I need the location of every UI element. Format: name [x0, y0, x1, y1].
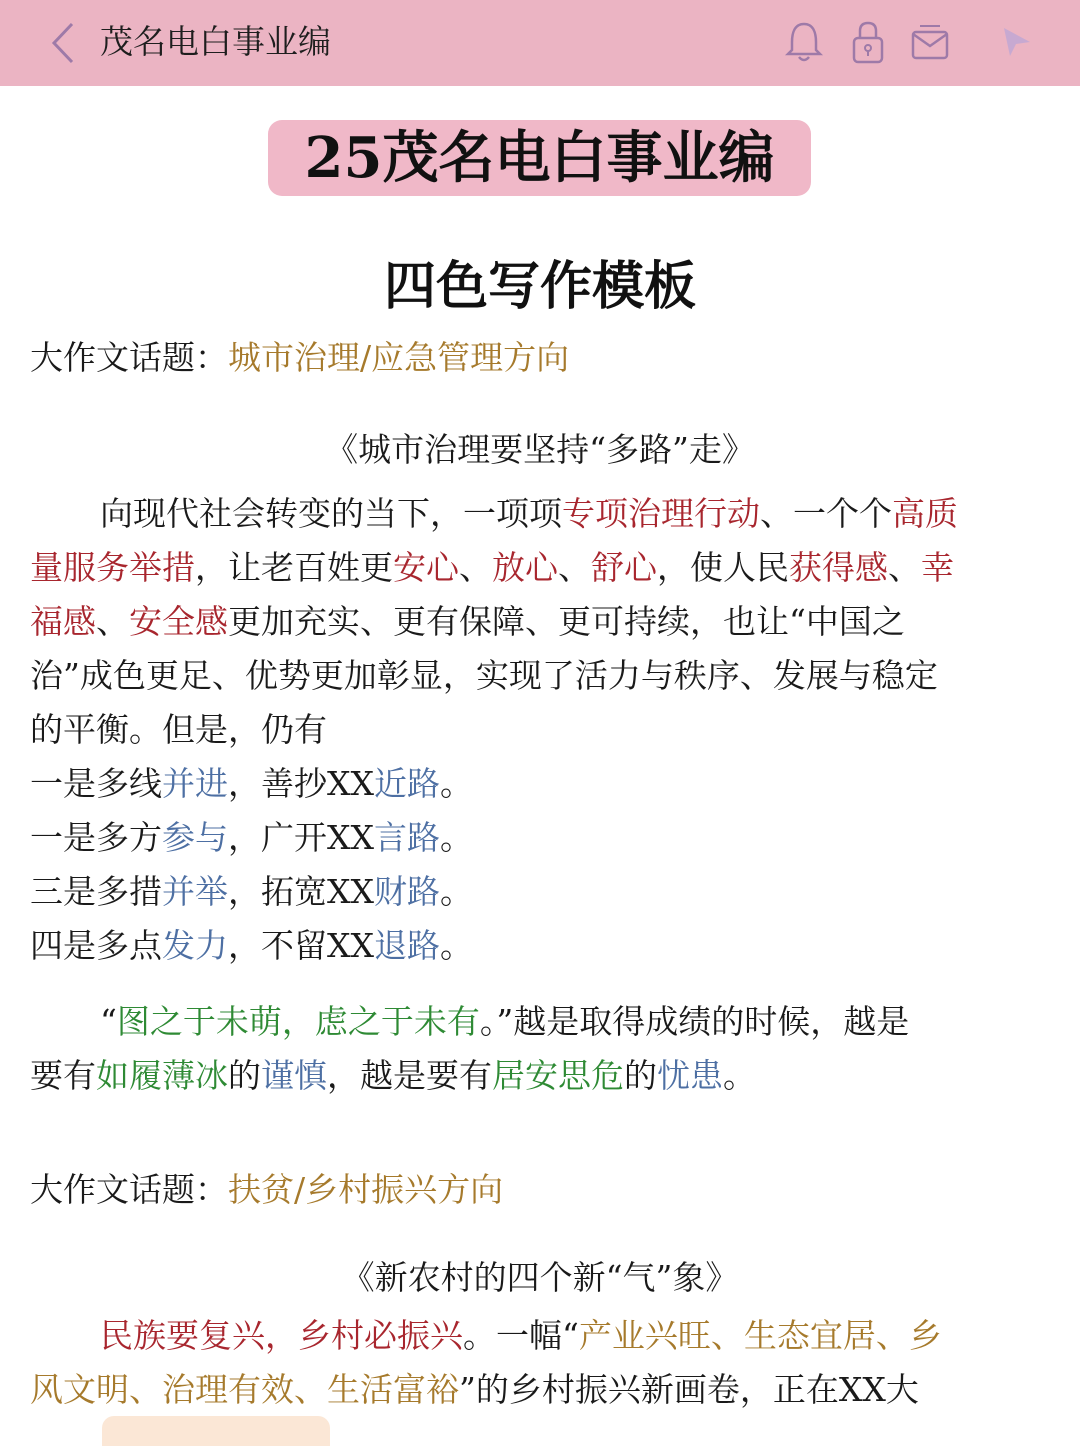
highlight-blue: 退路 [374, 926, 440, 965]
text-span: 。一幅“ [463, 1316, 579, 1355]
text-span: 、一个个 [760, 494, 892, 533]
text-span: 的 [228, 1056, 261, 1095]
highlight-blue: 参与 [162, 818, 228, 857]
essay-title-2: 《新农村的四个新“气”象》 [341, 1258, 739, 1297]
send-icon[interactable] [996, 18, 1040, 66]
paragraph-line [30, 1056, 1030, 1096]
highlight-gold: 产业兴旺、生态宜居、乡 [578, 1316, 942, 1355]
text-span: 。 [440, 764, 473, 803]
topbar-title: 茂名电白事业编 [100, 22, 331, 61]
text-span: 一是多方 [30, 818, 162, 857]
highlight-blue: 言路 [374, 818, 440, 857]
highlight-red: 民族要复兴，乡村必振兴 [100, 1316, 463, 1355]
highlight-red: 福感 [30, 602, 96, 641]
text-span: ，不留XX [228, 926, 374, 965]
text-span: 更加充实、更有保障、更可持续，也让“中国之 [228, 602, 905, 641]
topic-value: 城市治理/应急管理方向 [228, 338, 570, 377]
text-span: 、 [96, 602, 129, 641]
paragraph-line: 的平衡。但是，仍有 [30, 710, 327, 749]
text-span: 四是多点 [30, 926, 162, 965]
highlight-red: 量服务举措 [30, 548, 195, 587]
highlight-red: 安全感 [129, 602, 228, 641]
text-span: 。 [440, 872, 473, 911]
text-span: ，善抄XX [228, 764, 374, 803]
highlight-red: 获得感 [789, 548, 888, 587]
paragraph-line [100, 1316, 1080, 1356]
highlight-blue: 近路 [374, 764, 440, 803]
text-span: 。”越是取得成绩的时候，越是 [479, 1002, 910, 1041]
highlight-red: 舒心 [591, 548, 657, 587]
highlight-blue: 发力 [162, 926, 228, 965]
topic-value: 扶贫/乡村振兴方向 [228, 1170, 504, 1209]
back-icon[interactable] [44, 20, 84, 66]
topic-label: 大作文话题： [30, 338, 228, 377]
highlight-red: 放心 [492, 548, 558, 587]
text-span: 三是多措 [30, 872, 162, 911]
highlight-red: 专项治理行动 [562, 494, 760, 533]
text-span: ”的乡村振兴新画卷，正在XX大 [459, 1370, 919, 1409]
highlight-red: 安心 [393, 548, 459, 587]
highlight-blue: 并进 [162, 764, 228, 803]
text-span: 。 [723, 1056, 756, 1095]
text-span: 的 [624, 1056, 657, 1095]
topic-label: 大作文话题： [30, 1170, 228, 1209]
highlight-blue: 财路 [374, 872, 440, 911]
highlight-blue: 忧患 [657, 1056, 723, 1095]
highlight-red: 幸 [921, 548, 954, 587]
paragraph-line [30, 548, 1030, 588]
text-span: 、 [888, 548, 921, 587]
top-bar [0, 0, 1080, 86]
point-line [30, 764, 1030, 804]
text-span: 要有 [30, 1056, 96, 1095]
text-span: 。 [440, 926, 473, 965]
text-span: ，越是要有 [327, 1056, 492, 1095]
highlight-gold: 风文明、治理有效、生活富裕 [30, 1370, 459, 1409]
text-span: 向现代社会转变的当下，一项项 [100, 494, 562, 533]
paragraph-line [30, 602, 1030, 642]
text-span: 、 [459, 548, 492, 587]
highlight-red: 高质 [892, 494, 958, 533]
mail-icon[interactable] [908, 18, 952, 66]
highlight-green: 图之于未萌，虑之于未有 [116, 1002, 480, 1041]
highlight-blue: 并举 [162, 872, 228, 911]
lock-icon[interactable] [846, 18, 890, 66]
bottom-tab[interactable] [102, 1416, 330, 1446]
text-span: “ [100, 1002, 117, 1041]
point-line [30, 818, 1030, 858]
paragraph-line: 治”成色更足、优势更加彰显，实现了活力与秩序、发展与稳定 [30, 656, 938, 695]
text-span: 。 [440, 818, 473, 857]
essay-title-1: 《城市治理要坚持“多路”走》 [325, 430, 755, 469]
paragraph-line [100, 494, 1080, 534]
bell-icon[interactable] [782, 18, 826, 66]
text-span: ，让老百姓更 [195, 548, 393, 587]
text-span: 一是多线 [30, 764, 162, 803]
text-span: 、 [558, 548, 591, 587]
highlight-green: 如履薄冰 [96, 1056, 228, 1095]
topic-line-1 [30, 338, 1030, 378]
highlight-blue: 谨慎 [261, 1056, 327, 1095]
banner-title: 25茂名电白事业编 [268, 120, 811, 196]
doc-title: 四色写作模板 [383, 256, 696, 317]
point-line [30, 872, 1030, 912]
point-line [30, 926, 1030, 966]
text-span: ，使人民 [657, 548, 789, 587]
topic-line-2 [30, 1170, 1030, 1210]
highlight-green: 居安思危 [492, 1056, 624, 1095]
paragraph-line [30, 1370, 1030, 1410]
text-span: ，拓宽XX [228, 872, 374, 911]
paragraph-line [100, 1002, 1080, 1042]
text-span: ，广开XX [228, 818, 374, 857]
